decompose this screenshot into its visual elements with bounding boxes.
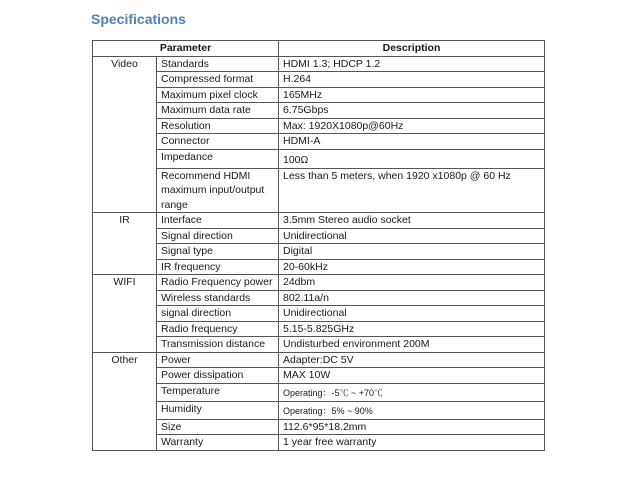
description-cell: Digital <box>279 244 545 260</box>
description-cell: Adapter:DC 5V <box>279 352 545 368</box>
description-cell: MAX 10W <box>279 368 545 384</box>
table-row <box>93 228 545 244</box>
parameter-cell: Warranty <box>157 435 279 451</box>
table-row <box>93 275 545 291</box>
category-cell: Other <box>93 352 157 450</box>
description-cell: Operating：-5℃ ~ +70℃ <box>279 383 545 401</box>
table-row <box>93 337 545 353</box>
parameter-cell: IR frequency <box>157 259 279 275</box>
description-cell: 5.15-5.825GHz <box>279 321 545 337</box>
description-cell: Unidirectional <box>279 306 545 322</box>
table-row <box>93 56 545 72</box>
table-row <box>93 87 545 103</box>
category-cell: WIFI <box>93 275 157 353</box>
table-row <box>93 290 545 306</box>
parameter-cell: Power <box>157 352 279 368</box>
table-row <box>93 352 545 368</box>
description-cell: Operating：5% ~ 90% <box>279 401 545 419</box>
parameter-cell: signal direction <box>157 306 279 322</box>
parameter-cell: Maximum data rate <box>157 103 279 119</box>
parameter-cell: Resolution <box>157 118 279 134</box>
description-cell: HDMI-A <box>279 134 545 150</box>
description-cell: Unidirectional <box>279 228 545 244</box>
description-cell: 165MHz <box>279 87 545 103</box>
category-cell: Video <box>93 56 157 213</box>
parameter-cell: Temperature <box>157 383 279 401</box>
page-title: Specifications <box>91 11 186 27</box>
parameter-cell: Size <box>157 419 279 435</box>
table-row <box>93 213 545 229</box>
table-row <box>93 149 545 168</box>
parameter-cell: Radio Frequency power <box>157 275 279 291</box>
table-row <box>93 244 545 260</box>
header-description: Description <box>279 41 545 57</box>
description-cell: HDMI 1.3; HDCP 1.2 <box>279 56 545 72</box>
parameter-cell: Maximum pixel clock <box>157 87 279 103</box>
table-row <box>93 321 545 337</box>
description-cell: H.264 <box>279 72 545 88</box>
parameter-cell: Radio frequency <box>157 321 279 337</box>
table-header-row <box>93 41 545 57</box>
table-row <box>93 435 545 451</box>
description-cell: Max: 1920X1080p@60Hz <box>279 118 545 134</box>
category-cell: IR <box>93 213 157 275</box>
parameter-cell: Interface <box>157 213 279 229</box>
description-cell: 3.5mm Stereo audio socket <box>279 213 545 229</box>
description-cell: Less than 5 meters, when 1920 x1080p @ 60 Hz <box>279 168 545 213</box>
parameter-cell: Humidity <box>157 401 279 419</box>
description-cell: 6.75Gbps <box>279 103 545 119</box>
description-cell: 112.6*95*18.2mm <box>279 419 545 435</box>
table-row <box>93 306 545 322</box>
parameter-cell: Compressed format <box>157 72 279 88</box>
table-row <box>93 401 545 419</box>
table-row <box>93 103 545 119</box>
description-cell: 100Ω <box>279 149 545 168</box>
header-parameter: Parameter <box>93 41 279 57</box>
table-row <box>93 368 545 384</box>
parameter-cell: Power dissipation <box>157 368 279 384</box>
parameter-cell: Transmission distance <box>157 337 279 353</box>
parameter-cell: Standards <box>157 56 279 72</box>
parameter-cell: Signal direction <box>157 228 279 244</box>
description-cell: Undisturbed environment 200M <box>279 337 545 353</box>
description-cell: 802.11a/n <box>279 290 545 306</box>
parameter-cell: Recommend HDMI maximum input/output range <box>157 168 279 213</box>
table-row <box>93 259 545 275</box>
description-cell: 1 year free warranty <box>279 435 545 451</box>
parameter-cell: Impedance <box>157 149 279 168</box>
specifications-table <box>92 40 545 451</box>
table-row <box>93 419 545 435</box>
table-row <box>93 72 545 88</box>
description-cell: 20-60kHz <box>279 259 545 275</box>
table-row <box>93 383 545 401</box>
table-row <box>93 168 545 213</box>
table-row <box>93 118 545 134</box>
description-cell: 24dbm <box>279 275 545 291</box>
parameter-cell: Wireless standards <box>157 290 279 306</box>
parameter-cell: Signal type <box>157 244 279 260</box>
parameter-cell: Connector <box>157 134 279 150</box>
table-row <box>93 134 545 150</box>
